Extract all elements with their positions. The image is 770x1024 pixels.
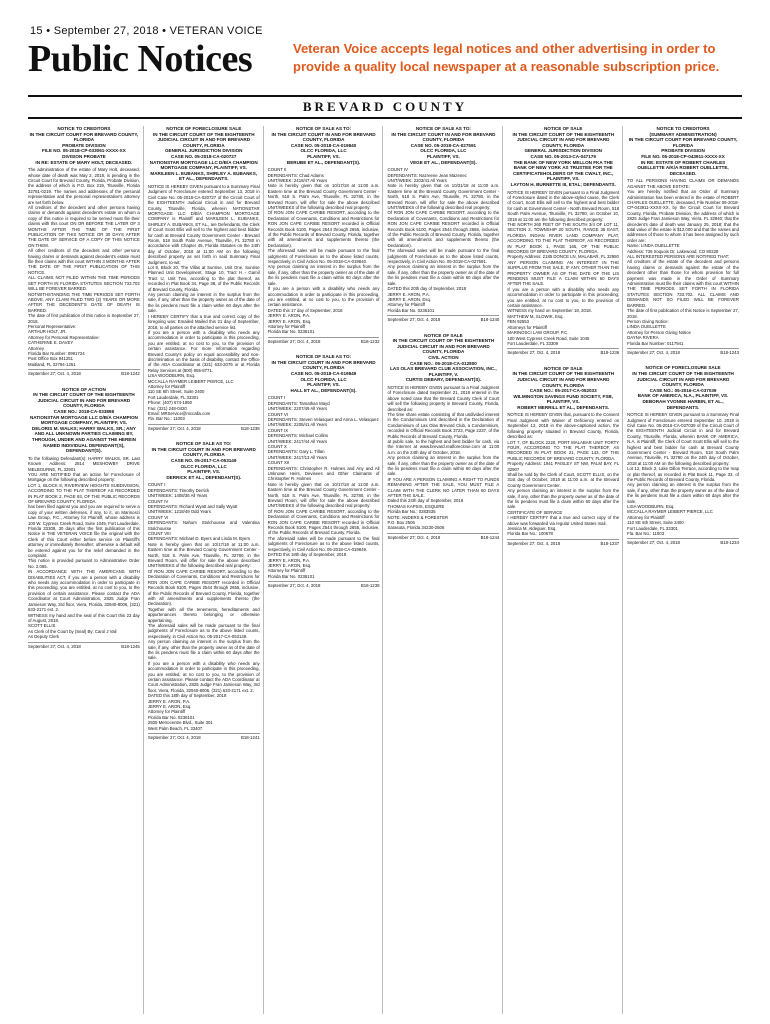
- column-3: [268, 126, 384, 1014]
- notice-body: COUNT II DEFENDANTS: Chad Adams UNIT/WEEK: 2418/47 All Years Note is hereby given that on 10/17/18 at 11:00 a.m. Eastern time at the Brevard County Government Center - North, 518 S. Palm Ave, Titusville, FL 32780, in the Brevard Room, will offer for sale the above described UNIT/WEEKS of the following described real property: Of RON JON CAPE CARIBE RESORT, according to the Declaration of Covenants, Conditions and Restrictions for RON JON CAPE CARIBE RESORT recorded in Official Records Book 5100, Pages 2544 through 2655, inclusive, of the Public Records of Brevard County, Florida, together with all amendments and supplements thereto (the Declaration). The aforesaid sales will be made pursuant to the final judgments of Foreclosure as to the above listed counts, respectively, in Civil Action No. 05-2018-CA-019840. Any person claiming an interest in the surplus from the sale, if any, other than the property owner as of the date of the lis pendens must file a claim within 60 days after the sale. If you are a person with a disability who needs any accommodation in order to participate in this proceeding, you are entitled, at no cost to you, to the provision of certain assistance. DATED this 17 day of September, 2018 JERRY E. ARON, P.A. JERRY E. ARON, Esq. Attorney for Plaintiff Florida Bar No. 0236101: [267, 167, 380, 335]
- legal-notice: [507, 126, 619, 356]
- notice-footer: [28, 642, 140, 649]
- notice-title: NOTICE OF SALE IN THE CIRCUIT COURT OF THE EIGHTEENTH JUDICIAL CIRCUIT IN AND FOR BREVARD COUNTY, FLORIDA CASE NO.: 05-2017-CA-052033 WILMINGTON SAVINGS FUND SOCIETY, FSB, PLAINTIFF, VS. ROBERT MERRILL ET AL., DEFENDANTS.: [512, 365, 615, 410]
- column-4: [387, 126, 503, 1014]
- notice-reference: B18-1242: [121, 371, 140, 377]
- notice-reference: B18-1237: [600, 540, 620, 546]
- notice-reference: B18-1240: [480, 317, 500, 323]
- notice-footer: [148, 733, 260, 740]
- column-1: [28, 126, 144, 1014]
- county-section-header: [28, 95, 742, 119]
- legal-notice: [387, 333, 499, 541]
- notice-reference: B18-1238: [241, 425, 260, 431]
- notice-footer: [627, 538, 739, 545]
- notice-reference: B18-1243: [720, 349, 739, 355]
- notice-footer: [148, 424, 260, 431]
- notice-body: NOTICE IS HEREBY GIVEN pursuant to a Final Judgment of Foreclosure dated September 21, 2018 entered in the above noted case that the Brevard County Clerk of Court will sell the following property in Brevard County, Florida, described as: The time share estate consisting of that undivided interest in the Condominium Unit described in the Declaration of Condominium of Las Olas Brevard Club, a Condominium, recorded in Official Records Book 3723, Page 2237, of the Public Records of Brevard County, Florida. at public sale, to the highest and best bidder for cash, via the Internet at www.brevard.realforeclose.com at 11:00 a.m. on the 24th day of October, 2018. Any person claiming an interest in the surplus from the sale, if any, other than the property owner as of the date of the lis pendens must file a claim within 60 days after the sale. IF YOU ARE A PERSON CLAIMING A RIGHT TO FUNDS REMAINING AFTER THE SALE, YOU MUST FILE A CLAIM WITH THE CLERK NO LATER THAN 60 DAYS AFTER THE SALE. Dated this 24th day of September, 2018 THOMAS KAPSIS, ESQUIRE Florida Bar No.: 0283535 NOTE: ANDERS & FORESTER P.O. Box 2506 Sarasota, Florida 34230-2506: [387, 384, 500, 531]
- notice-body: TO ALL PERSONS HAVING CLAIMS OR DEMANDS AGAINST THE ABOVE ESTATE: You are hereby notified that an Order of Summary Administration has been entered in the estate of ROBERT CHARLES OUELLETTE, deceased, File Number 05-2018-CP-043911-XXXX-XX, by the Circuit Court for Brevard County, Florida, Probate Division, the address of which is 2825 Judge Fran Jamieson Way, Viera, FL 32940; that the decedent's date of death was January 25, 2018; that the total value of the estate is $12,000 and that the names and addresses of those to whom it has been assigned by such order are: Name: LINDA OUELLETTE Address: 736 Iroquois Dr, Lakewood, CO 80228 ALL INTERESTED PERSONS ARE NOTIFIED THAT: All creditors of the estate of the decedent and persons having claims or demands against the estate of the decedent other than those for whom provision for full payment was made in the Order of Summary Administration must file their claims with this court WITHIN THE TIME PERIODS SET FORTH IN FLORIDA STATUTES SECTION 733.702. ALL CLAIMS AND DEMANDS NOT SO FILED WILL BE FOREVER BARRED. The date of first publication of this Notice is September 27, 2018. Person Giving Notice: LINDA OUELLETTE Attorney for Person Giving Notice DAYNA RIVERA Florida Bar Number: 0117941: [627, 178, 739, 346]
- masthead-title: Public Notices: [28, 38, 253, 80]
- notice-reference: B18-1244: [480, 534, 500, 540]
- legal-notice: [268, 354, 380, 588]
- legal-notice: [28, 126, 140, 377]
- notice-body: COUNT I DEFENDANTS: Tamathan Mayd UNIT/WEEK: 2207/49 All Years COUNT VI DEFENDANTS: Steven Velasquez and Anna L. Velasquez UNIT/WEEK: 2205/41 All Years COUNT IX DEFENDANTS: Michael Collins UNIT/WEEK: 2417/44 All Years COUNT X DEFENDANTS: Gary L. Tillan UNIT/WEEK: 2417/13 All Years COUNT XII DEFENDANTS: Christopher R. Holmes and Any and All Unknown Heirs, Devisees and Other Claimants of Christopher R. Holmes Note is hereby given that on 10/17/18 at 11:00 a.m. Eastern time at the Brevard County Government Center - North, 518 S. Palm Ave, Titusville, FL 32780, in the Brevard Room, will offer for sale the above described UNIT/WEEKS of the following described real property: Of RON JON CAPE CARIBE RESORT, according to the Declaration of Covenants, Conditions and Restrictions for RON JON CAPE CARIBE RESORT recorded in Official Records Book 5100, Pages 2544 through 2655, inclusive, of the Public Records of Brevard County, Florida. The aforesaid sales will be made pursuant to the final judgments of Foreclosure as to the above listed counts, respectively, in Civil Action No. 05-2018-CA-019849. DATED this 18th day of September, 2018 JERRY E. ARON, P.A. JERRY E. ARON, Esq. Attorney for Plaintiff Florida Bar No. 0236101: [267, 395, 380, 579]
- publication-dates: September 27; Oct. 4, 2018: [267, 583, 321, 589]
- publication-dates: September 27; Oct. 4, 2018: [627, 540, 680, 546]
- notice-footer: [507, 348, 619, 355]
- legal-notice: [268, 126, 380, 344]
- notice-title: NOTICE OF FORECLOSURE SALE IN THE CIRCUIT COURT OF THE EIGHTEENTH JUDICIAL CIRCUIT IN AND FOR BREVARD COUNTY, FLORIDA CASE NO.: 05-2016-CA-037039 BANK OF AMERICA, N.A., PLAINTIFF, VS. DEBORAH YVONNE HARBIN, ET AL., DEFENDANTS.: [632, 365, 734, 410]
- notice-reference: B18-1234: [720, 540, 739, 546]
- notice-body: NOTICE IS HEREBY GIVEN pursuant to a Summary Final Judgment of Foreclosure entered September 10, 2018 in Civil Case No. 05-2016-CA-037039 of the Circuit Court of the EIGHTEENTH Judicial Circuit in and for Brevard County, Titusville, Florida, wherein BANK OF AMERICA, N.A. is Plaintiff, the Clerk of Court Scott Ellis will sell to the highest and best bidder for cash at Brevard County Government Center - Brevard Room, 518 South Palm Avenue, Titusville, FL 32780 on the 24th day of October, 2018 at 11:00 AM on the following described property: Lot 12, Block 3, Lake Dillon Terrace, according to the map or plat thereof, as recorded in Plat Book 11, Page 33, of the Public Records of Brevard County, Florida. Any person claiming an interest in the surplus from the sale, if any, other than the property owner as of the date of the lis pendens must file a claim within 60 days after the sale. LISA WOODBURN, Esq. MCCALLA RAYMER LEIBERT PIERCE, LLC Attorney for Plaintiff 110 SE 6th Street, Suite 2400 Fort Lauderdale, FL 33301 Fla. Bar No.: 11003: [627, 412, 739, 537]
- notice-title: NOTICE OF SALE IN THE CIRCUIT COURT OF THE EIGHTEENTH JUDICIAL CIRCUIT IN AND FOR BREVARD COUNTY, FLORIDA CIVIL ACTION CASE NO.: 05-2018-CA-012800 LAS OLAS BREVARD CLUB ASSOCIATION, INC., PLAINTIFF, V. CURTIS DEBARY, DEFENDANT(S).: [390, 332, 497, 383]
- notice-reference: B18-1245: [121, 643, 140, 649]
- publication-dates: September 27; Oct. 4, 2018: [387, 534, 441, 540]
- notice-footer: [28, 369, 140, 376]
- publication-dates: September 27; Oct. 4, 2018: [507, 540, 561, 546]
- notice-title: NOTICE OF FORECLOSURE SALE IN THE CIRCUIT COURT OF THE EIGHTEENTH JUDICIAL CIRCUIT IN AND FOR BREVARD COUNTY, FLORIDA GENERAL JURISDICTION DIVISION CASE NO. 05-2018-CA-020727 NATIONSTAR MORTGAGE LLC D/B/A CHAMPION MORTGAGE COMPANY, PLAINTIFF, VS. MARILEEN L. EUBANKS, SHIRLEY A. EUBANKS, ET AL., DEFENDANTS.: [149, 126, 258, 182]
- publication-dates: September 27; Oct. 4, 2018: [28, 643, 81, 649]
- notice-title: NOTICE TO CREDITORS IN THE CIRCUIT COURT FOR BREVARD COUNTY, FLORIDA PROBATE DIVISION FILE NO. 05-2018-CP-033061-XXXX-XX DIVISION PROBATE IN RE: ESTATE OF MARY HOLT, DECEASED.: [29, 126, 139, 165]
- notice-footer: [268, 581, 380, 588]
- notice-reference: B18-1232: [360, 338, 380, 344]
- publication-dates: September 27; Oct. 4, 2018: [267, 338, 321, 344]
- notice-title: NOTICE OF SALE AS TO: IN THE CIRCUIT COURT IN AND FOR BREVARD COUNTY, FLORIDA CASE NO. 05-2018-CA-027591 OLCC FLORIDA, LLC PLAINTIFF, VS. VEGE ET AL., DEFENDANT(S).: [391, 126, 496, 165]
- notice-footer: [387, 315, 499, 322]
- page-folio: 15 • September 27, 2018 • VETERAN VOICE: [30, 25, 263, 37]
- notice-title: NOTICE OF SALE IN THE CIRCUIT COURT OF THE EIGHTEENTH JUDICIAL CIRCUIT IN AND FOR BREVARD COUNTY, FLORIDA GENERAL JURISDICTION DIVISION CASE NO. 05-2013-CA-047179 THE BANK OF NEW YORK MELLON FKA THE BANK OF NEW YORK AS TRUSTEE FOR THE CERTIFICATEHOLDERS OF THE CWALT, INC., PLAINTIFF, VS. LAYTON H. BURNETTE III, ETAL; DEFENDANTS.: [510, 126, 616, 187]
- notice-title: NOTICE OF SALE AS TO: IN THE CIRCUIT COURT IN AND FOR BREVARD COUNTY, FLORIDA CASE NO. 05-2018-CA-019840 OLCC FLORIDA, LLC PLAINTIFF, VS. BERUBE ET AL., DEFENDANT(S).: [271, 126, 376, 165]
- notice-footer: [627, 348, 739, 355]
- notice-body: NOTICE IS HEREBY GIVEN pursuant to a Summary Final Judgment of Foreclosure entered September 13, 2018 in Civil Case No. 05-2018-CA-020727 of the Circuit Court of the EIGHTEENTH Judicial Circuit in and for Brevard County, Titusville, Florida, wherein NATIONSTAR MORTGAGE LLC D/B/A CHAMPION MORTGAGE COMPANY is Plaintiff and MARILEEN L. EUBANKS, SHIRLEY A. EUBANKS, ET AL., are Defendants, the Clerk of Court Scott Ellis will sell to the highest and best bidder for cash at Brevard County Government Center - Brevard Room, 518 South Palm Avenue, Titusville, FL 32780 in accordance with Chapter 45, Florida Statutes on the 24th day of October, 2018 at 11:00 AM on the following described property as set forth in said Summary Final Judgment, to-wit: Lot 8, Block 20, The Villas at Sunrise, Unit One, Sunrise Planned Unit Development, Stage 10, Tract H - Gamil Tract U, Unit Two, according to the plat thereof, as recorded in Plat Book 34, Page 38, of the Public Records of Brevard County, Florida. Any person claiming an interest in the surplus from the sale, if any, other than the property owner as of the date of the lis pendens must file a claim within 60 days after the sale. I HEREBY CERTIFY that a true and correct copy of the foregoing was: Emailed Mailed this 21 day of September, 2018, to all parties on the attached service list. If you are a person with a disability who needs any accommodation in order to participate in this proceeding, you are entitled, at no cost to you, to the provision of certain assistance. For more information regarding Brevard County's policy on equal accessibility and non-discrimination on the basis of disability, contact the Office of the ADA Coordinator at (321) 633-2076 or at Florida Relay Services at (800) 955-8771. LISA WOODBURN, Esq. MCCALLA RAYMER LEIBERT PIERCE, LLC Attorney for Plaintiff 110 SE 6th Street, Suite 2400 Fort Lauderdale, FL 33301 Phone: (407) 674-1850 Fax: (321) 248-0420 Email: MRService@mccalla.com Fla. Bar No.: 11003: [147, 183, 260, 422]
- notice-body: COUNT I DEFENDANTS: Timothy Derrick UNIT/WEEK: 1408/36 All Years COUNT IV DEFENDANTS: Richard Wyatt and Sally Wyatt UNIT/WEEK: 1218/49 Odd Years COUNT VI DEFENDANTS: Nahum Stolchousse and Valentina Stolchousse COUNT VIII DEFENDANTS: Michael D. Byers and Linda M. Byers Note is hereby given that on 10/17/18 at 11:00 a.m. Eastern time at the Brevard County Government Center - North, 518 S. Palm Ave, Titusville, FL 32780, in the Brevard Room, will offer for sale the above described UNIT/WEEKS of the following described real property: Of RON JON CAPE CARIBE RESORT, according to the Declaration of Covenants, Conditions and Restrictions for RON JON CAPE CARIBE RESORT recorded in Official Records Book 5100, Pages 2544 through 2655, inclusive, of the Public Records of Brevard County, Florida, together with all amendments and supplements thereto (the Declaration). Together with all the tenements, hereditaments and appurtenances thereto belonging or otherwise appertaining. The aforesaid sales will be made pursuant to the final judgments of Foreclosure as to the above listed counts, respectively, in Civil Action No. 05-2017-CA-053149. Any person claiming an interest in the surplus from the sale, if any, other than the property owner as of the date of the lis pendens must file a claim within 60 days after the sale. If you are a person with a disability who needs any accommodation in order to participate in this proceeding, you are entitled, at no cost to you, to the provision of certain assistance. Please contact the ADA Coordinator at Court Administration, 2825 Judge Fran Jamieson Way, 3rd floor, Viera, Florida, 32940-8006, (321) 633-2171 ext. 2. DATED this 18th day of September, 2018 JERRY E. ARON, P.A. JERRY E. ARON, Esq. Attorney for Plaintiff Florida Bar No. 0236101 2505 Metrocentre Blvd., Suite 301 West Palm Beach, FL 33407: [147, 482, 260, 731]
- legal-notice: [627, 365, 739, 546]
- notice-body: NOTICE IS HEREBY GIVEN pursuant to a Final Judgment of Foreclosure dated in the above-styled cause, the Clerk of Court, Scott Ellis will sell to the highest and best bidder for cash at Government Center - North Brevard Room, 518 South Palm Avenue, Titusville, FL 32780, on October 10, 2018 at 11:00 am the following described property: THE NORTH 260 FEET OF THE SOUTH 3/4 OF LOT 11, SECTION 2, TOWNSHIP 20 SOUTH, RANGE 35 EAST, FLORIDA INDIAN RIVER LAND COMPANY PLAT, ACCORDING TO THE PLAT THEREOF, AS RECORDED IN PLAT BOOK 1, PAGE 165, OF THE PUBLIC RECORDS OF BREVARD COUNTY, FLORIDA. Property Address: 2185 DONCE LN, MALABAR, FL 32950 ANY PERSON CLAIMING AN INTEREST IN THE SURPLUS FROM THE SALE, IF ANY, OTHER THAN THE PROPERTY OWNER AS OF THE DATE OF THE LIS PENDENS MUST FILE A CLAIM WITHIN 60 DAYS AFTER THE SALE. If you are a person with a disability who needs any accommodation in order to participate in this proceeding, you are entitled, at no cost to you, to the provision of certain assistance. WITNESS my hand on September 18, 2018. MATTHEW M. SLOWIK, Esq. FBN 92553 Attorneys for Plaintiff MARINOSCI LAW GROUP, P.C. 100 West Cypress Creek Road, Suite 1045 Fort Lauderdale, FL 33309: [507, 189, 620, 346]
- column-2: [148, 126, 264, 1014]
- notice-reference: B18-1241: [241, 735, 260, 741]
- legal-notice: [627, 126, 739, 355]
- notice-columns: [28, 126, 742, 1014]
- column-5: [507, 126, 623, 1014]
- notice-body: COUNT IV DEFENDANTS: Nazreene Jean Mazenec UNIT/WEEK: 2203/41 All Years Note is hereby given that on 10/31/18 at 11:00 a.m. Eastern time at the Brevard County Government Center - North, 518 S. Palm Ave, Titusville, FL 32780, in the Brevard Room, will offer for sale the above described UNIT/WEEKS of the following described real property: Of RON JON CAPE CARIBE RESORT, according to the Declaration of Covenants, Conditions and Restrictions for RON JON CAPE CARIBE RESORT recorded in Official Records Book 5100, Pages 2544 through 2655, inclusive, of the Public Records of Brevard County, Florida, together with all amendments and supplements thereto (the Declaration). The aforesaid sales will be made pursuant to the final judgments of Foreclosure as to the above listed counts, respectively, in Civil Action No. 05-2018-CA-027591. Any person claiming an interest in the surplus from the sale, if any, other than the property owner as of the date of the lis pendens must file a claim within 60 days after the sale. DATED this 20th day of September, 2018 JERRY E. ARON, P.A. JERRY E. ARON, Esq. Attorney for Plaintiff Florida Bar No. 0236101: [387, 167, 500, 313]
- publication-dates: September 27; Oct. 4, 2018: [387, 317, 441, 323]
- publication-dates: September 27; Oct. 4, 2018: [507, 350, 561, 356]
- notice-reference: B18-1236: [600, 350, 620, 356]
- notice-footer: [387, 533, 499, 540]
- notice-body: To the following Defendant(s): HARRY WALKS, SR. Last Known Address: 2814 MESHOWBY DRIVE MELBOURNE, FL 32901 YOU ARE NOTIFIED that an action for Foreclosure of Mortgage on the following described property: LOT 1, BLOCK 8, RIVERVIEW HEIGHTS SUBDIVISION, ACCORDING TO THE PLAT THEREOF AS RECORDED IN PLAT BOOK 2, PAGE 93, OF THE PUBLIC RECORDS OF BREVARD COUNTY, FLORIDA. has been filed against you and you are required to serve a copy of your written defenses, if any, to it, on Marinosci Law Group, P.C., Attorney for Plaintiff, whose address is 100 W. Cypress Creek Road, Suite 1045, Fort Lauderdale, Florida 33309, 30 days after the first publication of this Notice in THE VETERAN VOICE file the original with the Clerk of this Court either before service on Plaintiff's attorney or immediately thereafter; otherwise a default will be entered against you for the relief demanded in the complaint. This notice is provided pursuant to Administrative Order No. 2.065. IN ACCORDANCE WITH THE AMERICANS WITH DISABILITIES ACT, if you are a person with a disability who needs any accommodation in order to participate in this proceeding, you are entitled, at no cost to you, to the provision of certain assistance. Please contact the ADA Coordinator at Court Administration, 2825 Judge Fran Jamieson Way, 3rd floor, Viera, Florida, 32940-8006, (321) 633-2171 ext. 2. WITNESS my hand and the seal of this Court this 23 day of August, 2018. SCOTT ELLIS As Clerk of the Court by (Seal) By: Carol J Vail As Deputy Clerk: [28, 455, 140, 640]
- legal-notice: [148, 126, 260, 431]
- legal-notice: [507, 366, 619, 547]
- publication-dates: September 27; Oct. 4, 2018: [627, 349, 680, 355]
- column-6: [627, 126, 742, 1014]
- notice-title: NOTICE OF ACTION IN THE CIRCUIT COURT OF THE EIGHTEENTH JUDICIAL CIRCUIT IN AND FOR BREVARD COUNTY, FLORIDA CASE NO.: 2018-CA-033898 NATIONSTAR MORTGAGE LLC D/B/A CHAMPION MORTGAGE COMPANY, PLAINTIFF, VS. DELORIS M. WALKS; HARRY WALKS, SR.; ANY AND ALL UNKNOWN PARTIES CLAIMING BY, THROUGH, UNDER AND AGAINST THE HEREIN NAMED INDIVIDUAL DEFENDANT(S), DEFENDANT(S).: [29, 386, 138, 454]
- notice-title: NOTICE OF SALE AS TO: IN THE CIRCUIT COURT IN AND FOR BREVARD COUNTY, FLORIDA CASE NO. 05-2017-CA-053149 OLCC FLORIDA, LLC PLAINTIFF, VS. DERRICK ET AL., DEFENDANT(S).: [151, 441, 256, 480]
- notice-title: NOTICE TO CREDITORS (SUMMARY ADMINISTRATION) IN THE CIRCUIT COURT FOR BREVARD COUNTY, FLORIDA PROBATE DIVISION FILE NO. 05-2018-CP-043911-XXXX-XX IN RE: ESTATE OF ROBERT CHARLES OUELLETTE A/K/A ROBERT OUELLETTE, DECEASED.: [628, 126, 738, 176]
- notice-body: NOTICE IS HEREBY GIVEN that, pursuant to the Consent Final Judgment with Waiver of Deficiency entered on September 12, 2018 in the above-captioned action, the following property situated in Brevard County, Florida, described as: LOT 7, OF BLOCK 2220, PORT MALABAR UNIT FORTY FOUR, ACCORDING TO THE PLAT THEREOF, AS RECORDED IN PLAT BOOK 21, PAGE 143, OF THE PUBLIC RECORDS OF BREVARD COUNTY, FLORIDA. Property Address: 1941 PAISLEY ST NW, PALM BAY, FL 32907 Shall be sold by the Clerk of Court, SCOTT ELLIS, on the 31st day of October, 2018 at 11:00 a.m. at the Brevard County Government Center. Any person claiming an interest in the surplus from the sale, if any, other than the property owner as of the date of the lis pendens must file a claim within 60 days after the sale. CERTIFICATE OF SERVICE I HEREBY CERTIFY that a true and correct copy of the above was forwarded via regular United States mail. Jessica M. Aldeguer, Esq. Florida Bar No.: 100678: [507, 412, 620, 537]
- tagline: Veteran Voice accepts legal notices and other advertising in order to provide a quality local newspaper at a reasonable subscription price.: [293, 41, 720, 74]
- notice-reference: B18-1239: [360, 583, 380, 589]
- notice-title: NOTICE OF SALE AS TO: IN THE CIRCUIT COURT IN AND FOR BREVARD COUNTY, FLORIDA CASE NO. 05-2018-CA-019849 OLCC FLORIDA, LLC PLAINTIFF, VS. HALL ET AL., DEFENDANT(S).: [271, 354, 376, 393]
- publication-dates: September 27; Oct. 4, 2018: [28, 371, 81, 377]
- notice-footer: [268, 337, 380, 344]
- legal-notice: [387, 126, 499, 323]
- notice-body: The administration of the estate of Mary Holt, deceased, whose date of death was May 2, 2018, is pending in the Circuit Court for Brevard County, Florida, Probate Division, the address of which is P.O. Box 219, Titusville, Florida 32781-0219. The names and addresses of the personal representative and the personal representative's attorney are set forth below. All creditors of the decedent and other persons having claims or demands against decedent's estate on whom a copy of this notice is required to be served must file their claims with this court ON OR BEFORE THE LATER OF 3 MONTHS AFTER THE TIME OF THE FIRST PUBLICATION OF THIS NOTICE OR 30 DAYS AFTER THE DATE OF SERVICE OF A COPY OF THIS NOTICE ON THEM. All other creditors of the decedent and other persons having claims or demands against decedent's estate must file their claims with this court WITHIN 3 MONTHS AFTER THE DATE OF THE FIRST PUBLICATION OF THIS NOTICE. ALL CLAIMS NOT FILED WITHIN THE TIME PERIODS SET FORTH IN FLORIDA STATUTES SECTION 733.702 WILL BE FOREVER BARRED. NOTWITHSTANDING THE TIME PERIODS SET FORTH ABOVE, ANY CLAIM FILED TWO (2) YEARS OR MORE AFTER THE DECEDENT'S DATE OF DEATH IS BARRED. The date of first publication of this notice is September 27, 2018. Personal Representative: ARTHUR HOLT, JR. Attorney for Personal Representative: CATHERINE E. DAVEY Attorney Florida Bar Number: 0991724 Post Office Box 941251 Maitland, FL 32794-1251: [28, 167, 140, 367]
- legal-notice: [28, 387, 140, 649]
- publication-dates: September 27; Oct. 4, 2018: [147, 425, 201, 431]
- notice-footer: [507, 539, 619, 546]
- publication-dates: September 27; Oct. 4, 2018: [147, 735, 201, 741]
- legal-notice: [148, 441, 260, 740]
- county-name: BREVARD COUNTY: [302, 99, 468, 114]
